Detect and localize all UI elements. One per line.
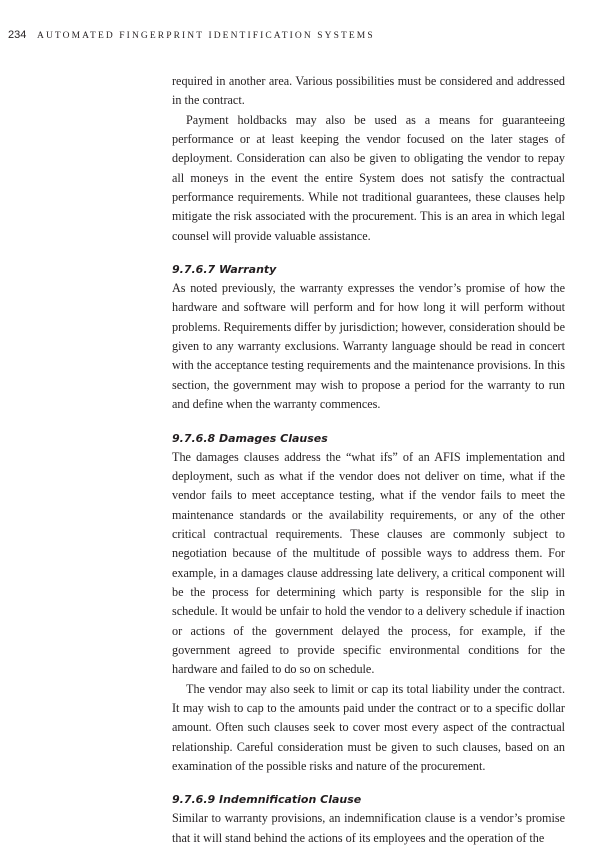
paragraph-payment-holdbacks: Payment holdbacks may also be used as a means for guaranteeing performance or at least keeping the vendor focused on the later stages of deployment. Consideration can also be given to obligating the vendor to repay all moneys in the event the entire System does not satisfy the contractual performance requirements. While not traditional guarantees, these clauses help mitigate the risk associated with the procurement. This is an area in which legal counsel will provide valuable assistance. [172,112,565,243]
paragraph-warranty: As noted previously, the warranty expresses the vendor’s promise of how the hardware and software will perform and for how long it will perform without problems. Requirements differ by jurisdiction; however, consideration should be given to any warranty exclusions. Warranty language should be read in concert with the acceptance testing requirements and the maintenance provisions. In this section, the government may wish to propose a period for the warranty to run and define when the warranty commences. [172,281,565,412]
running-head [8,28,375,43]
paragraph-damages-1: The damages clauses address the “what ifs” of an AFIS implementation and deployment, such as what if the vendor does not deliver on time, what if the vendor fails to meet acceptance testing, what if the vendor fails to meet the maintenance standards or the availability requirements, or any of the other critical contractual requirements. These clauses are commonly subject to negotiation because of the multitude of possible ways to address them. For example, in a damages clause addressing late delivery, a critical component will be the process for determining which party is responsible for the slip in schedule. It would be unfair to hold the vendor to a delivery schedule if inaction or actions of the government delayed the process, for example, if the government agreed to provide specific environmental conditions for the hardware and failed to do so on schedule. [172,449,565,677]
paragraph-continued: required in another area. Various possibilities must be considered and addressed in the contract. [172,74,565,108]
page-number: 234 [8,29,27,41]
page-body [172,72,565,848]
book-title: AUTOMATED FINGERPRINT IDENTIFICATION SYSTEMS [36,31,375,41]
heading-warranty: 9.7.6.7 Warranty [172,263,277,277]
heading-damages-clauses: 9.7.6.8 Damages Clauses [172,431,328,445]
paragraph-damages-2: The vendor may also seek to limit or cap its total liability under the contract. It may wish to cap to the amounts paid under the contract or to a specific dollar amount. Often such clauses seek to cover most every aspect of the contractual relationship. Careful consideration must be given to such clauses, based on an examination of the possible risks and nature of the procurement. [172,681,565,773]
heading-indemnification-clause: 9.7.6.9 Indemnification Clause [172,793,362,807]
paragraph-indemnification: Similar to warranty provisions, an indemnification clause is a vendor’s promise that it will stand behind the actions of its employees and the operation of the [172,811,565,845]
